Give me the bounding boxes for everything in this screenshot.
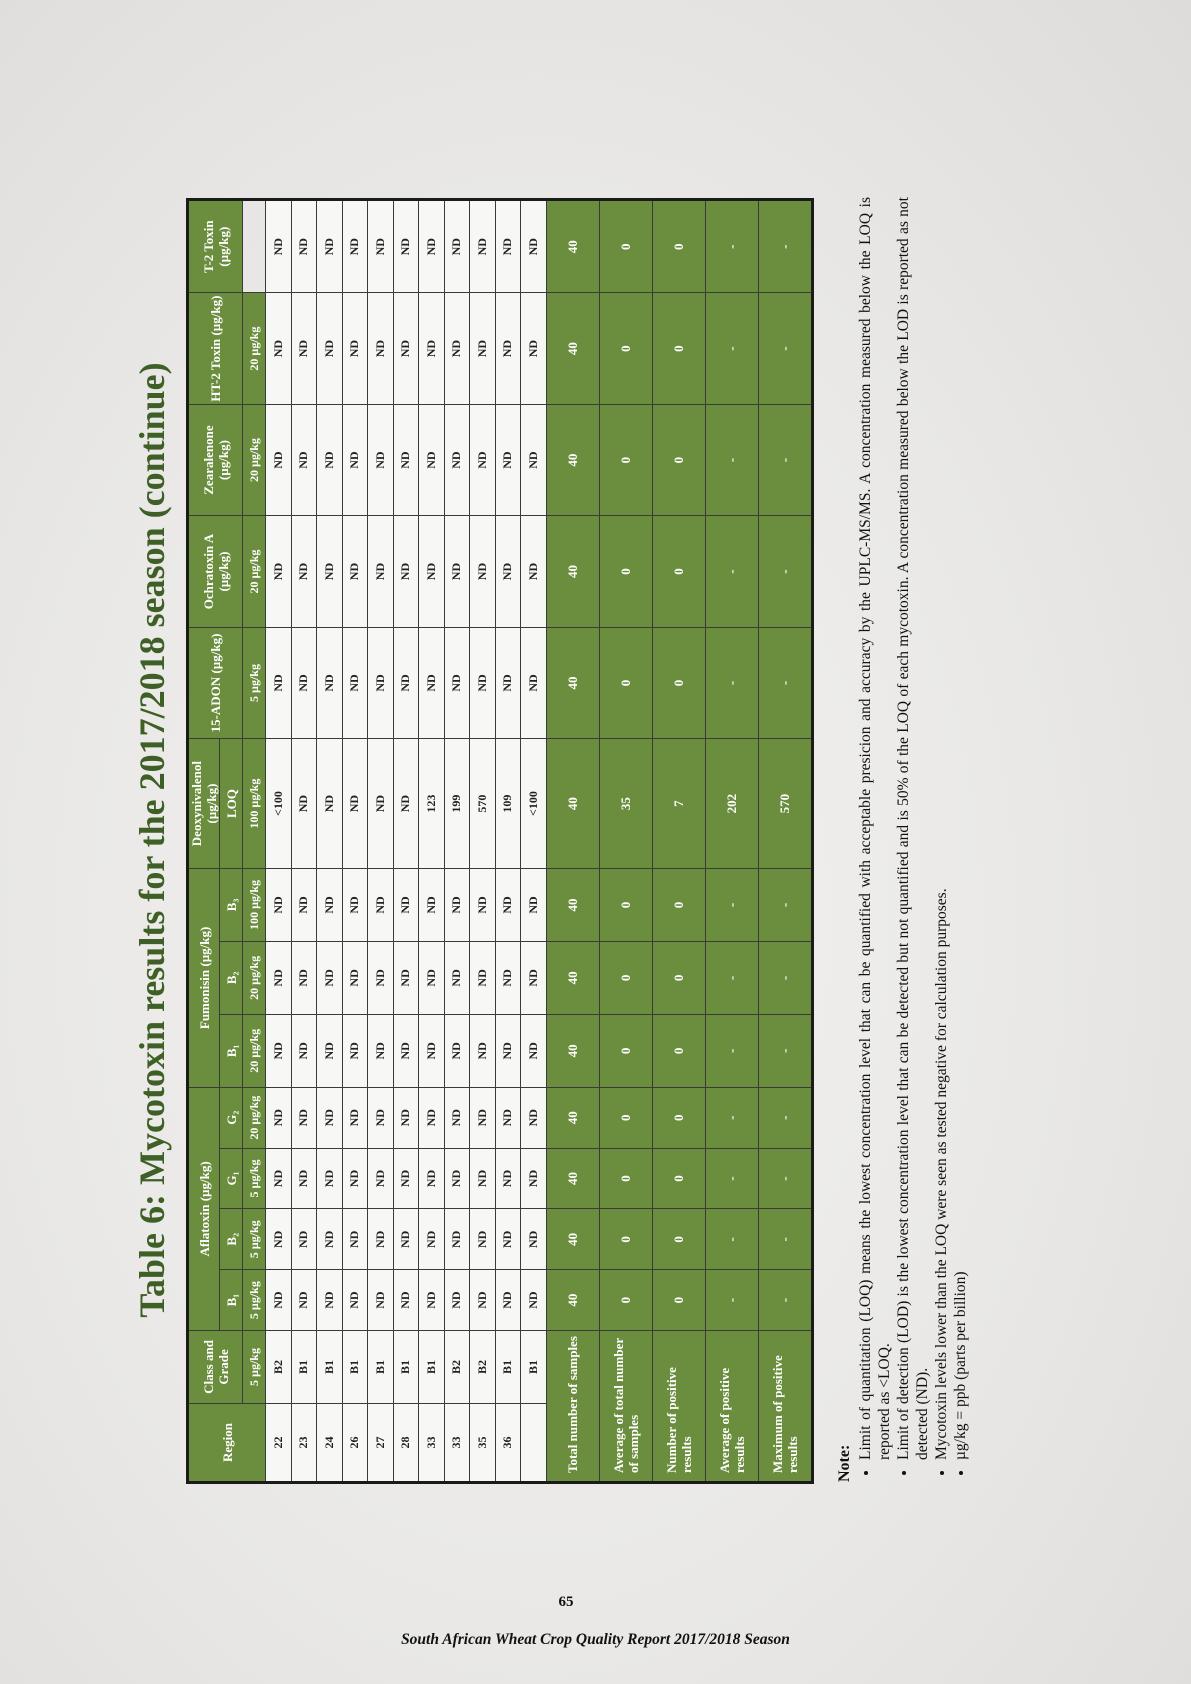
value-cell: ND bbox=[419, 941, 445, 1014]
value-cell: ND bbox=[342, 1087, 368, 1148]
summary-value: 40 bbox=[546, 1014, 599, 1087]
summary-label: Average of positive results bbox=[705, 1331, 758, 1483]
summary-value: 0 bbox=[652, 627, 705, 738]
value-cell: ND bbox=[470, 1270, 496, 1331]
summary-row bbox=[705, 200, 758, 1483]
value-cell: ND bbox=[291, 627, 317, 738]
value-cell: ND bbox=[393, 200, 419, 293]
value-cell: 123 bbox=[419, 739, 445, 869]
value-cell: <100 bbox=[266, 739, 292, 869]
value-cell: ND bbox=[266, 941, 292, 1014]
value-cell: ND bbox=[521, 1087, 547, 1148]
value-cell: ND bbox=[291, 739, 317, 869]
header-afl-b1: B₁ bbox=[220, 1270, 243, 1331]
header-ht2-toxin: HT-2 Toxin (µg/kg) bbox=[188, 293, 243, 404]
value-cell: ND bbox=[317, 941, 343, 1014]
value-cell: ND bbox=[495, 293, 521, 404]
summary-value: 0 bbox=[652, 1087, 705, 1148]
loq-cell: 20 µg/kg bbox=[243, 1014, 266, 1087]
summary-value: - bbox=[705, 200, 758, 293]
grade-cell: B1 bbox=[419, 1331, 445, 1404]
summary-value: 40 bbox=[546, 627, 599, 738]
value-cell: ND bbox=[368, 200, 394, 293]
summary-row bbox=[652, 200, 705, 1483]
value-cell: ND bbox=[444, 200, 470, 293]
header-afl-b2: B₂ bbox=[220, 1209, 243, 1270]
region-cell: 24 bbox=[317, 1403, 343, 1482]
value-cell: ND bbox=[368, 293, 394, 404]
summary-value: - bbox=[705, 1148, 758, 1209]
value-cell: ND bbox=[291, 1209, 317, 1270]
value-cell: ND bbox=[393, 1087, 419, 1148]
value-cell: ND bbox=[521, 293, 547, 404]
header-class-grade: Class and Grade bbox=[188, 1331, 243, 1404]
table-row bbox=[521, 200, 547, 1483]
region-cell: 27 bbox=[368, 1403, 394, 1482]
value-cell: ND bbox=[495, 1270, 521, 1331]
region-cell: 33 bbox=[419, 1403, 445, 1482]
loq-cell: 5 µg/kg bbox=[243, 1331, 266, 1404]
table-row bbox=[393, 200, 419, 1483]
value-cell: ND bbox=[495, 627, 521, 738]
summary-value: 0 bbox=[652, 1148, 705, 1209]
value-cell: ND bbox=[393, 941, 419, 1014]
region-cell: 33 bbox=[444, 1403, 470, 1482]
value-cell: ND bbox=[495, 404, 521, 515]
value-cell: ND bbox=[419, 404, 445, 515]
summary-value: - bbox=[758, 868, 812, 941]
value-cell: ND bbox=[368, 1014, 394, 1087]
summary-value: 40 bbox=[546, 1087, 599, 1148]
summary-value: 7 bbox=[652, 739, 705, 869]
loq-cell: 20 µg/kg bbox=[243, 293, 266, 404]
summary-value: 0 bbox=[599, 516, 652, 627]
value-cell: ND bbox=[521, 404, 547, 515]
value-cell: ND bbox=[393, 516, 419, 627]
value-cell: ND bbox=[317, 516, 343, 627]
value-cell: ND bbox=[317, 1148, 343, 1209]
summary-value: 40 bbox=[546, 868, 599, 941]
region-cell: 36 bbox=[495, 1403, 521, 1482]
value-cell: ND bbox=[266, 868, 292, 941]
header-t2-toxin: T-2 Toxin (µg/kg) bbox=[188, 200, 243, 293]
value-cell: ND bbox=[495, 941, 521, 1014]
loq-cell: 100 µg/kg bbox=[243, 868, 266, 941]
value-cell: ND bbox=[495, 1087, 521, 1148]
value-cell: ND bbox=[342, 739, 368, 869]
summary-value: - bbox=[705, 868, 758, 941]
value-cell: ND bbox=[291, 941, 317, 1014]
loq-cell: 5 µg/kg bbox=[243, 1148, 266, 1209]
value-cell: ND bbox=[368, 627, 394, 738]
value-cell: ND bbox=[495, 1148, 521, 1209]
loq-cell: 20 µg/kg bbox=[243, 404, 266, 515]
region-cell: 26 bbox=[342, 1403, 368, 1482]
table-title: Table 6: Mycotoxin results for the 2017/2018 season (continue) bbox=[132, 362, 172, 1318]
summary-value: 0 bbox=[652, 868, 705, 941]
value-cell: ND bbox=[444, 627, 470, 738]
value-cell: ND bbox=[419, 868, 445, 941]
value-cell: ND bbox=[291, 1014, 317, 1087]
summary-value: 0 bbox=[652, 200, 705, 293]
value-cell: ND bbox=[317, 627, 343, 738]
value-cell: ND bbox=[470, 200, 496, 293]
value-cell: ND bbox=[444, 1148, 470, 1209]
grade-cell: B1 bbox=[521, 1331, 547, 1404]
summary-value: - bbox=[758, 1014, 812, 1087]
summary-value: 0 bbox=[599, 1209, 652, 1270]
value-cell: ND bbox=[521, 1148, 547, 1209]
summary-value: - bbox=[758, 404, 812, 515]
grade-cell: B2 bbox=[470, 1331, 496, 1404]
summary-value: 0 bbox=[599, 404, 652, 515]
notes bbox=[835, 197, 970, 1482]
header-fumonisin: Fumonisin (µg/kg) bbox=[188, 868, 220, 1087]
value-cell: ND bbox=[266, 200, 292, 293]
summary-value: 0 bbox=[599, 868, 652, 941]
summary-row bbox=[599, 200, 652, 1483]
value-cell: ND bbox=[266, 516, 292, 627]
value-cell: ND bbox=[393, 1209, 419, 1270]
value-cell: ND bbox=[368, 868, 394, 941]
header-deoxynivalenol: Deoxynivalenol (µg/kg) bbox=[188, 739, 220, 869]
summary-value: 40 bbox=[546, 941, 599, 1014]
region-cell bbox=[521, 1403, 547, 1482]
summary-value: - bbox=[758, 627, 812, 738]
grade-cell: B1 bbox=[317, 1331, 343, 1404]
header-fum-b1: B₁ bbox=[220, 1014, 243, 1087]
summary-value: - bbox=[758, 1148, 812, 1209]
value-cell: ND bbox=[342, 627, 368, 738]
value-cell: ND bbox=[419, 1270, 445, 1331]
table-row bbox=[495, 200, 521, 1483]
value-cell: ND bbox=[470, 627, 496, 738]
value-cell: ND bbox=[368, 1270, 394, 1331]
summary-value: 0 bbox=[599, 1014, 652, 1087]
value-cell: ND bbox=[342, 941, 368, 1014]
value-cell: ND bbox=[368, 404, 394, 515]
value-cell: ND bbox=[470, 293, 496, 404]
note-item: • Mycotoxin levels lower than the LOQ were seen as tested negative for calculation purposes. bbox=[932, 197, 951, 1460]
summary-value: 0 bbox=[652, 516, 705, 627]
value-cell: ND bbox=[470, 404, 496, 515]
value-cell: 570 bbox=[470, 739, 496, 869]
summary-value: 0 bbox=[652, 404, 705, 515]
value-cell: ND bbox=[495, 200, 521, 293]
header-ochratoxin: Ochratoxin A (µg/kg) bbox=[188, 516, 243, 627]
value-cell: ND bbox=[368, 1087, 394, 1148]
loq-cell: 20 µg/kg bbox=[243, 941, 266, 1014]
value-cell: ND bbox=[495, 516, 521, 627]
summary-row bbox=[546, 200, 599, 1483]
rotated-page-content bbox=[120, 190, 969, 1490]
value-cell: ND bbox=[266, 627, 292, 738]
summary-value: 40 bbox=[546, 1270, 599, 1331]
value-cell: ND bbox=[521, 200, 547, 293]
summary-value: 570 bbox=[758, 739, 812, 869]
value-cell: ND bbox=[444, 941, 470, 1014]
summary-value: - bbox=[758, 941, 812, 1014]
summary-row bbox=[758, 200, 812, 1483]
value-cell: ND bbox=[521, 1014, 547, 1087]
value-cell: ND bbox=[521, 941, 547, 1014]
region-cell: 35 bbox=[470, 1403, 496, 1482]
value-cell: ND bbox=[521, 516, 547, 627]
grade-cell: B1 bbox=[393, 1331, 419, 1404]
summary-value: 0 bbox=[652, 1270, 705, 1331]
loq-cell: 20 µg/kg bbox=[243, 1087, 266, 1148]
value-cell: ND bbox=[444, 1014, 470, 1087]
summary-value: 0 bbox=[599, 941, 652, 1014]
value-cell: ND bbox=[470, 868, 496, 941]
value-cell: ND bbox=[291, 516, 317, 627]
value-cell: ND bbox=[266, 293, 292, 404]
value-cell: ND bbox=[521, 868, 547, 941]
note-item: • Limit of quantitation (LOQ) means the lowest concentration level that can be quantified with acceptable presicion and accuracy by the UPLC-MS/MS. A concentration measured below the LOQ is reported as <LOQ. bbox=[856, 197, 894, 1460]
value-cell: ND bbox=[419, 1014, 445, 1087]
note-item: • µg/kg = ppb (parts per billion) bbox=[951, 197, 970, 1460]
value-cell: ND bbox=[495, 1209, 521, 1270]
summary-value: 40 bbox=[546, 404, 599, 515]
summary-label: Total number of samples bbox=[546, 1331, 599, 1483]
loq-cell: 100 µg/kg bbox=[243, 739, 266, 869]
summary-value: - bbox=[705, 1014, 758, 1087]
value-cell: ND bbox=[266, 404, 292, 515]
summary-value: 0 bbox=[599, 1087, 652, 1148]
table-row bbox=[419, 200, 445, 1483]
summary-value: 0 bbox=[599, 1270, 652, 1331]
value-cell: ND bbox=[291, 868, 317, 941]
value-cell: ND bbox=[291, 293, 317, 404]
summary-value: 0 bbox=[652, 1014, 705, 1087]
summary-value: - bbox=[705, 1270, 758, 1331]
summary-value: 0 bbox=[652, 941, 705, 1014]
value-cell: ND bbox=[368, 516, 394, 627]
mycotoxin-table bbox=[186, 198, 814, 1484]
value-cell: ND bbox=[266, 1087, 292, 1148]
summary-label: Number of positive results bbox=[652, 1331, 705, 1483]
value-cell: ND bbox=[444, 516, 470, 627]
summary-value: 202 bbox=[705, 739, 758, 869]
grade-cell: B1 bbox=[495, 1331, 521, 1404]
summary-value: - bbox=[705, 516, 758, 627]
value-cell: ND bbox=[495, 1014, 521, 1087]
value-cell: ND bbox=[342, 404, 368, 515]
value-cell: ND bbox=[368, 1148, 394, 1209]
summary-value: - bbox=[705, 293, 758, 404]
header-aflatoxin: Aflatoxin (µg/kg) bbox=[188, 1087, 220, 1330]
summary-value: - bbox=[705, 1209, 758, 1270]
region-cell: 28 bbox=[393, 1403, 419, 1482]
value-cell: ND bbox=[342, 516, 368, 627]
value-cell: ND bbox=[419, 293, 445, 404]
value-cell: ND bbox=[419, 200, 445, 293]
summary-value: - bbox=[758, 200, 812, 293]
notes-heading: Note: bbox=[836, 1444, 853, 1482]
value-cell: ND bbox=[419, 1148, 445, 1209]
loq-cell: 5 µg/kg bbox=[243, 1209, 266, 1270]
summary-value: - bbox=[758, 1270, 812, 1331]
header-zearalenone: Zearalenone (µg/kg) bbox=[188, 404, 243, 515]
value-cell: ND bbox=[266, 1270, 292, 1331]
region-cell: 22 bbox=[266, 1403, 292, 1482]
value-cell: ND bbox=[470, 1209, 496, 1270]
value-cell: ND bbox=[342, 868, 368, 941]
summary-value: - bbox=[758, 1209, 812, 1270]
table-row bbox=[266, 200, 292, 1483]
value-cell: ND bbox=[419, 1209, 445, 1270]
page-number: 65 bbox=[558, 1594, 574, 1610]
value-cell: ND bbox=[317, 404, 343, 515]
value-cell: ND bbox=[393, 627, 419, 738]
value-cell: ND bbox=[317, 293, 343, 404]
header-loq-label: LOQ bbox=[220, 739, 243, 869]
summary-label: Maximum of positive results bbox=[758, 1331, 812, 1483]
value-cell: ND bbox=[393, 1014, 419, 1087]
summary-value: - bbox=[705, 1087, 758, 1148]
value-cell: ND bbox=[393, 1148, 419, 1209]
summary-value: - bbox=[758, 293, 812, 404]
note-item: • Limit of detection (LOD) is the lowest concentration level that can be detected but not quantified and is 50% of the LOQ of each mycotoxin. A concentration measured below the LOD is reported as not detected (ND). bbox=[894, 197, 932, 1460]
summary-value: 40 bbox=[546, 1209, 599, 1270]
table-row bbox=[291, 200, 317, 1483]
value-cell: ND bbox=[342, 1148, 368, 1209]
value-cell: ND bbox=[266, 1014, 292, 1087]
value-cell: ND bbox=[419, 516, 445, 627]
value-cell: ND bbox=[342, 1014, 368, 1087]
value-cell: ND bbox=[444, 404, 470, 515]
grade-cell: B1 bbox=[291, 1331, 317, 1404]
value-cell: ND bbox=[393, 404, 419, 515]
value-cell: ND bbox=[266, 1148, 292, 1209]
summary-value: 0 bbox=[599, 293, 652, 404]
header-fum-b3: B₃ bbox=[220, 868, 243, 941]
value-cell: 199 bbox=[444, 739, 470, 869]
value-cell: ND bbox=[317, 1014, 343, 1087]
summary-value: - bbox=[705, 627, 758, 738]
table-body bbox=[266, 200, 813, 1483]
header-afl-g2: G₂ bbox=[220, 1087, 243, 1148]
report-footer: South African Wheat Crop Quality Report 2017/2018 Season bbox=[401, 1631, 790, 1648]
loq-cell: 5 µg/kg bbox=[243, 1270, 266, 1331]
value-cell: ND bbox=[291, 404, 317, 515]
value-cell: ND bbox=[317, 1209, 343, 1270]
summary-value: 40 bbox=[546, 293, 599, 404]
table-row bbox=[368, 200, 394, 1483]
value-cell: ND bbox=[291, 1087, 317, 1148]
value-cell: ND bbox=[444, 1270, 470, 1331]
summary-value: 40 bbox=[546, 1148, 599, 1209]
table-row bbox=[444, 200, 470, 1483]
value-cell: <100 bbox=[521, 739, 547, 869]
header-afl-g1: G₁ bbox=[220, 1148, 243, 1209]
value-cell: ND bbox=[419, 1087, 445, 1148]
value-cell: ND bbox=[342, 1270, 368, 1331]
summary-value: 0 bbox=[652, 293, 705, 404]
grade-cell: B2 bbox=[444, 1331, 470, 1404]
summary-value: 0 bbox=[599, 1148, 652, 1209]
region-cell: 23 bbox=[291, 1403, 317, 1482]
summary-value: - bbox=[705, 404, 758, 515]
value-cell: ND bbox=[393, 1270, 419, 1331]
value-cell: ND bbox=[317, 1087, 343, 1148]
value-cell: ND bbox=[368, 1209, 394, 1270]
value-cell: ND bbox=[521, 627, 547, 738]
value-cell: ND bbox=[470, 516, 496, 627]
summary-value: - bbox=[758, 516, 812, 627]
value-cell: ND bbox=[470, 1087, 496, 1148]
summary-value: 40 bbox=[546, 516, 599, 627]
value-cell: ND bbox=[470, 1148, 496, 1209]
value-cell: ND bbox=[521, 1209, 547, 1270]
value-cell: ND bbox=[342, 200, 368, 293]
value-cell: ND bbox=[393, 868, 419, 941]
summary-value: 35 bbox=[599, 739, 652, 869]
loq-row bbox=[243, 200, 266, 1483]
summary-value: 40 bbox=[546, 200, 599, 293]
value-cell: ND bbox=[317, 1270, 343, 1331]
header-fum-b2: B₂ bbox=[220, 941, 243, 1014]
value-cell: ND bbox=[317, 868, 343, 941]
notes-list bbox=[856, 197, 970, 1482]
value-cell: ND bbox=[419, 627, 445, 738]
value-cell: ND bbox=[266, 1209, 292, 1270]
value-cell: ND bbox=[444, 1087, 470, 1148]
summary-value: 40 bbox=[546, 739, 599, 869]
table-row bbox=[342, 200, 368, 1483]
value-cell: ND bbox=[393, 293, 419, 404]
summary-value: - bbox=[705, 941, 758, 1014]
value-cell: ND bbox=[368, 941, 394, 1014]
summary-value: 0 bbox=[652, 1209, 705, 1270]
value-cell: ND bbox=[291, 200, 317, 293]
loq-cell: 5 µg/kg bbox=[243, 627, 266, 738]
value-cell: ND bbox=[444, 868, 470, 941]
value-cell: ND bbox=[444, 293, 470, 404]
value-cell: ND bbox=[291, 1148, 317, 1209]
table-row bbox=[470, 200, 496, 1483]
value-cell: ND bbox=[317, 739, 343, 869]
summary-label: Average of total number of samples bbox=[599, 1331, 652, 1483]
header-region: Region bbox=[188, 1403, 266, 1482]
loq-cell: 20 µg/kg bbox=[243, 516, 266, 627]
value-cell: ND bbox=[368, 739, 394, 869]
summary-value: 0 bbox=[599, 627, 652, 738]
table-row bbox=[317, 200, 343, 1483]
value-cell: ND bbox=[470, 1014, 496, 1087]
summary-value: 0 bbox=[599, 200, 652, 293]
value-cell: ND bbox=[444, 1209, 470, 1270]
value-cell: 109 bbox=[495, 739, 521, 869]
summary-value: - bbox=[758, 1087, 812, 1148]
value-cell: ND bbox=[342, 293, 368, 404]
value-cell: ND bbox=[317, 200, 343, 293]
grade-cell: B1 bbox=[342, 1331, 368, 1404]
value-cell: ND bbox=[470, 941, 496, 1014]
grade-cell: B1 bbox=[368, 1331, 394, 1404]
value-cell: ND bbox=[342, 1209, 368, 1270]
value-cell: ND bbox=[495, 868, 521, 941]
value-cell: ND bbox=[521, 1270, 547, 1331]
grade-cell: B2 bbox=[266, 1331, 292, 1404]
header-15-adon: 15-ADON (µg/kg) bbox=[188, 627, 243, 738]
value-cell: ND bbox=[393, 739, 419, 869]
value-cell: ND bbox=[291, 1270, 317, 1331]
